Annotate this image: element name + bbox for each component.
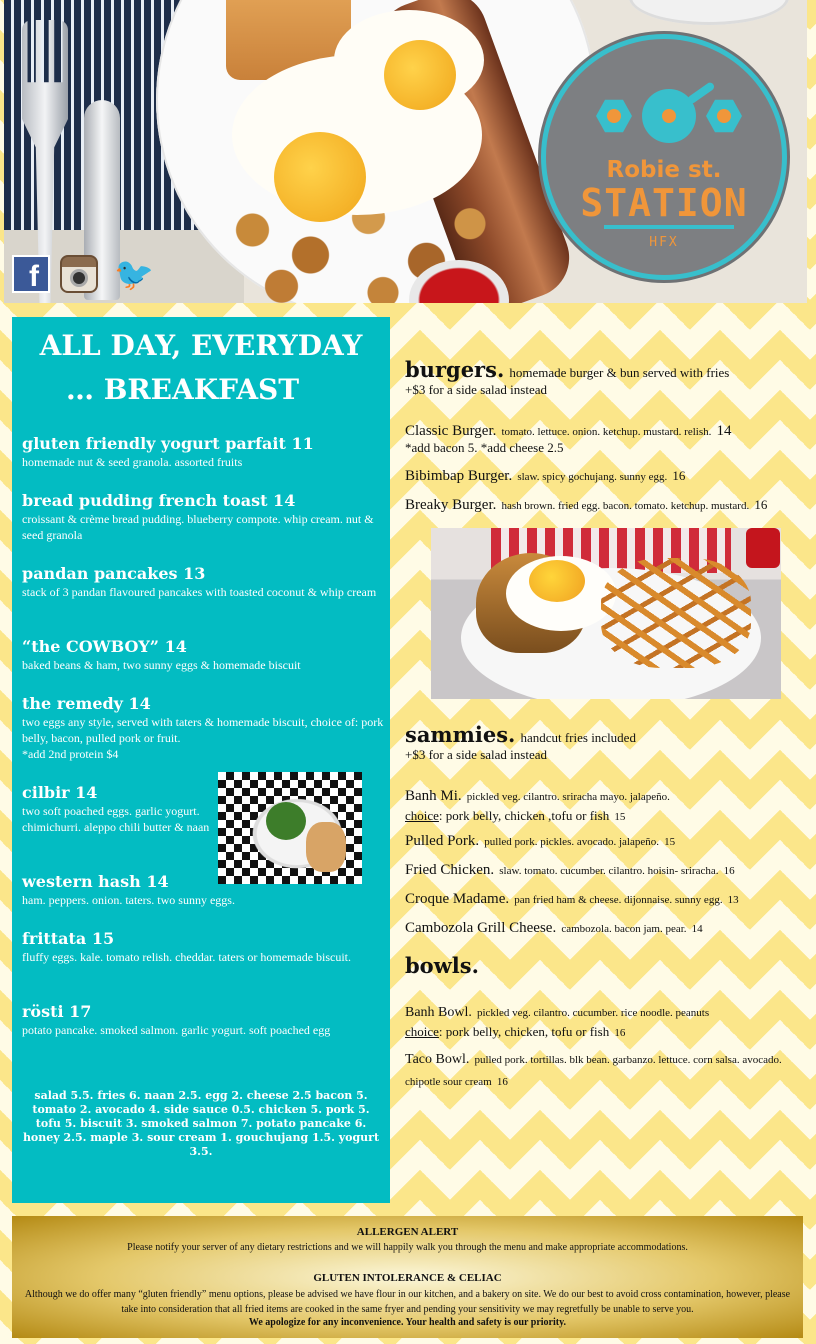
coffee-cup-icon bbox=[596, 98, 632, 134]
dish-name: Banh Mi. bbox=[405, 788, 462, 804]
dish-desc: pulled pork. pickles. avocado. jalapeño. bbox=[484, 836, 660, 848]
egg-yolk bbox=[529, 560, 585, 602]
menu-item bbox=[22, 637, 384, 673]
bowl-item bbox=[405, 1001, 805, 1040]
glass bbox=[629, 0, 789, 25]
section-heading: bowls. bbox=[405, 953, 479, 978]
sammie-item bbox=[405, 859, 805, 879]
allergen-title: ALLERGEN ALERT bbox=[356, 1226, 459, 1238]
dish-name: Classic Burger. bbox=[405, 423, 497, 439]
gluten-text: Although we do offer many “gluten friendly” menu options, please be advised we have flour in our kitchen, and a bakery on site. We do our best to avoid cross contamination, however, please take into consideration that all fried items are cooked in the same fryer and pending your sensitivity we may regretfully be unable to serve you. bbox=[24, 1289, 791, 1315]
logo-icons bbox=[596, 91, 742, 141]
facebook-icon[interactable] bbox=[12, 255, 50, 293]
choice-options: : pork belly, chicken ,tofu or fish bbox=[438, 808, 610, 823]
choice-label: choice bbox=[405, 1024, 439, 1039]
choice-options: : pork belly, chicken, tofu or fish bbox=[438, 1024, 610, 1039]
burger-item bbox=[405, 420, 805, 456]
section-note: handcut fries included bbox=[520, 730, 636, 745]
frying-pan-icon bbox=[642, 89, 696, 143]
menu-item-desc: fluffy eggs. kale. tomato relish. cheddar. taters or homemade biscuit. bbox=[22, 950, 352, 964]
dish-name: Taco Bowl. bbox=[405, 1052, 470, 1067]
fries bbox=[601, 558, 751, 668]
breakfast-panel bbox=[12, 317, 390, 1203]
menu-item-desc: homemade nut & seed granola. assorted fruits bbox=[22, 455, 243, 469]
section-note: homemade burger & bun served with fries bbox=[509, 365, 730, 380]
dish-desc: slaw. tomato. cucumber. cilantro. hoisin- sriracha. bbox=[499, 865, 719, 877]
menu-item-title: “the COWBOY” 14 bbox=[22, 637, 187, 656]
menu-item-title: rösti 17 bbox=[22, 1002, 92, 1021]
dish-name: Breaky Burger. bbox=[405, 497, 497, 513]
breakfast-heading-1: ALL DAY, EVERYDAY bbox=[39, 329, 363, 362]
gluten-title: GLUTEN INTOLERANCE & CELIAC bbox=[313, 1272, 502, 1284]
dish-desc: tomato. lettuce. onion. ketchup. mustard. relish. bbox=[501, 426, 712, 438]
bowl-item bbox=[405, 1048, 805, 1092]
breakfast-heading-2: … BREAKFAST bbox=[66, 373, 300, 406]
dish-name: Bibimbap Burger. bbox=[405, 468, 513, 484]
menu-item bbox=[22, 929, 384, 965]
dish-price: 16 bbox=[723, 865, 735, 877]
dish-desc: pickled veg. cilantro. cucumber. rice noodle. peanuts bbox=[476, 1007, 710, 1019]
dish-price: 14 bbox=[716, 423, 732, 439]
menu-item-title: the remedy 14 bbox=[22, 694, 151, 713]
dish-price: 15 bbox=[614, 811, 626, 823]
burger-item bbox=[405, 494, 805, 514]
dish-price: 13 bbox=[727, 894, 739, 906]
sammie-item bbox=[405, 888, 805, 908]
menu-item-title: western hash 14 bbox=[22, 872, 169, 891]
menu-item-desc: stack of 3 pandan flavoured pancakes with toasted coconut & whip cream bbox=[22, 585, 377, 599]
menu-item bbox=[22, 564, 384, 600]
menu-item-desc: baked beans & ham, two sunny eggs & homemade biscuit bbox=[22, 658, 301, 672]
salad-upgrade: +$3 for a side salad instead bbox=[405, 382, 547, 397]
dish-price: 16 bbox=[496, 1076, 508, 1088]
burger-photo bbox=[431, 528, 781, 699]
dish-name: Cambozola Grill Cheese. bbox=[405, 920, 557, 936]
dish-desc: pickled veg. cilantro. sriracha mayo. jalapeño. bbox=[466, 791, 670, 803]
dish-desc: pan fried ham & cheese. dijonnaise. sunny egg. bbox=[514, 894, 723, 906]
dish-addon: *add bacon 5. *add cheese 2.5 bbox=[405, 440, 564, 455]
restaurant-logo bbox=[541, 34, 787, 280]
choice-label: choice bbox=[405, 808, 439, 823]
dish-desc: cambozola. bacon jam. pear. bbox=[561, 923, 687, 935]
allergen-footer bbox=[12, 1216, 803, 1338]
burger-icon bbox=[706, 98, 742, 134]
menu-item-desc: potato pancake. smoked salmon. garlic yogurt. soft poached egg bbox=[22, 1023, 331, 1037]
menu-item-title: cilbir 14 bbox=[22, 783, 98, 802]
dish-price: 15 bbox=[664, 836, 676, 848]
menu-item-addon: *add 2nd protein $4 bbox=[22, 747, 119, 761]
sammie-item bbox=[405, 785, 805, 824]
menu-item bbox=[22, 783, 212, 835]
dish-name: Fried Chicken. bbox=[405, 862, 495, 878]
menu-item bbox=[22, 491, 384, 543]
dish-name: Croque Madame. bbox=[405, 891, 510, 907]
menu-item-title: frittata 15 bbox=[22, 929, 115, 948]
dish-desc: slaw. spicy gochujang. sunny egg. bbox=[517, 471, 668, 483]
salad-upgrade: +$3 for a side salad instead bbox=[405, 747, 547, 762]
burgers-section bbox=[405, 357, 805, 398]
menu-item-desc: ham. peppers. onion. taters. two sunny eggs. bbox=[22, 893, 235, 907]
dish-name: Banh Bowl. bbox=[405, 1005, 472, 1020]
sammies-section bbox=[405, 722, 805, 763]
sides-list: salad 5.5. fries 6. naan 2.5. egg 2. cheese 2.5 bacon 5. tomato 2. avocado 4. side sauce 0.5. chicken 5. pork 5. tofu 5. biscuit 3. smoked salmon 7. potato pancake 6. honey 2.5. maple 3. sour cream 1. gouchujang 1.5. yogurt 3.5. bbox=[22, 1089, 380, 1158]
egg-yolk bbox=[274, 132, 366, 222]
sammie-item bbox=[405, 917, 805, 937]
menu-item-desc: croissant & crème bread pudding. blueberry compote. whip cream. nut & seed granola bbox=[22, 512, 374, 542]
sammie-item bbox=[405, 830, 805, 850]
menu-item bbox=[22, 434, 384, 470]
menu-item bbox=[22, 1002, 384, 1038]
burger-item bbox=[405, 465, 805, 485]
bowls-section bbox=[405, 953, 805, 978]
menu-item bbox=[22, 872, 384, 908]
logo-line-2: STATION bbox=[580, 181, 748, 225]
menu-item-title: bread pudding french toast 14 bbox=[22, 491, 296, 510]
ketchup-bottle bbox=[746, 528, 780, 568]
menu-item-desc: two eggs any style, served with taters & homemade biscuit, choice of: pork belly, bacon, pulled pork or fruit. bbox=[22, 715, 384, 745]
twitter-icon[interactable] bbox=[114, 255, 154, 293]
dish-price: 14 bbox=[691, 923, 703, 935]
dish-name: Pulled Pork. bbox=[405, 833, 480, 849]
twitter-glyph: 🐦 bbox=[114, 255, 154, 293]
dish-desc: pulled pork. tortillas. blk bean. garbanzo. lettuce. corn salsa. avocado. chipotle sour cream bbox=[405, 1054, 782, 1088]
menu-item-desc: two soft poached eggs. garlic yogurt. chimichurri. aleppo chili butter & naan bbox=[22, 804, 210, 834]
egg-yolk bbox=[384, 40, 456, 110]
dish-price: 16 bbox=[614, 1027, 626, 1039]
menu-item bbox=[22, 694, 384, 762]
apology-text: We apologize for any inconvenience. Your health and safety is our priority. bbox=[248, 1317, 567, 1328]
menu-item-title: pandan pancakes 13 bbox=[22, 564, 206, 583]
dish-price: 16 bbox=[754, 497, 768, 512]
facebook-glyph: f bbox=[29, 260, 39, 293]
logo-divider bbox=[604, 225, 734, 229]
logo-line-3: HFX bbox=[649, 235, 679, 250]
instagram-icon[interactable] bbox=[60, 255, 98, 293]
allergen-text: Please notify your server of any dietary restrictions and we will happily walk you through the menu and make appropriate accommodations. bbox=[127, 1242, 688, 1253]
camera-lens bbox=[70, 269, 88, 287]
cilbir-photo bbox=[218, 772, 362, 884]
menu-item-title: gluten friendly yogurt parfait 11 bbox=[22, 434, 314, 453]
dish-desc: hash brown. fried egg. bacon. tomato. ketchup. mustard. bbox=[501, 500, 750, 512]
section-heading: burgers. bbox=[405, 357, 505, 382]
dish-price: 16 bbox=[672, 468, 686, 483]
logo-line-1: Robie st. bbox=[606, 157, 722, 183]
section-heading: sammies. bbox=[405, 722, 516, 747]
